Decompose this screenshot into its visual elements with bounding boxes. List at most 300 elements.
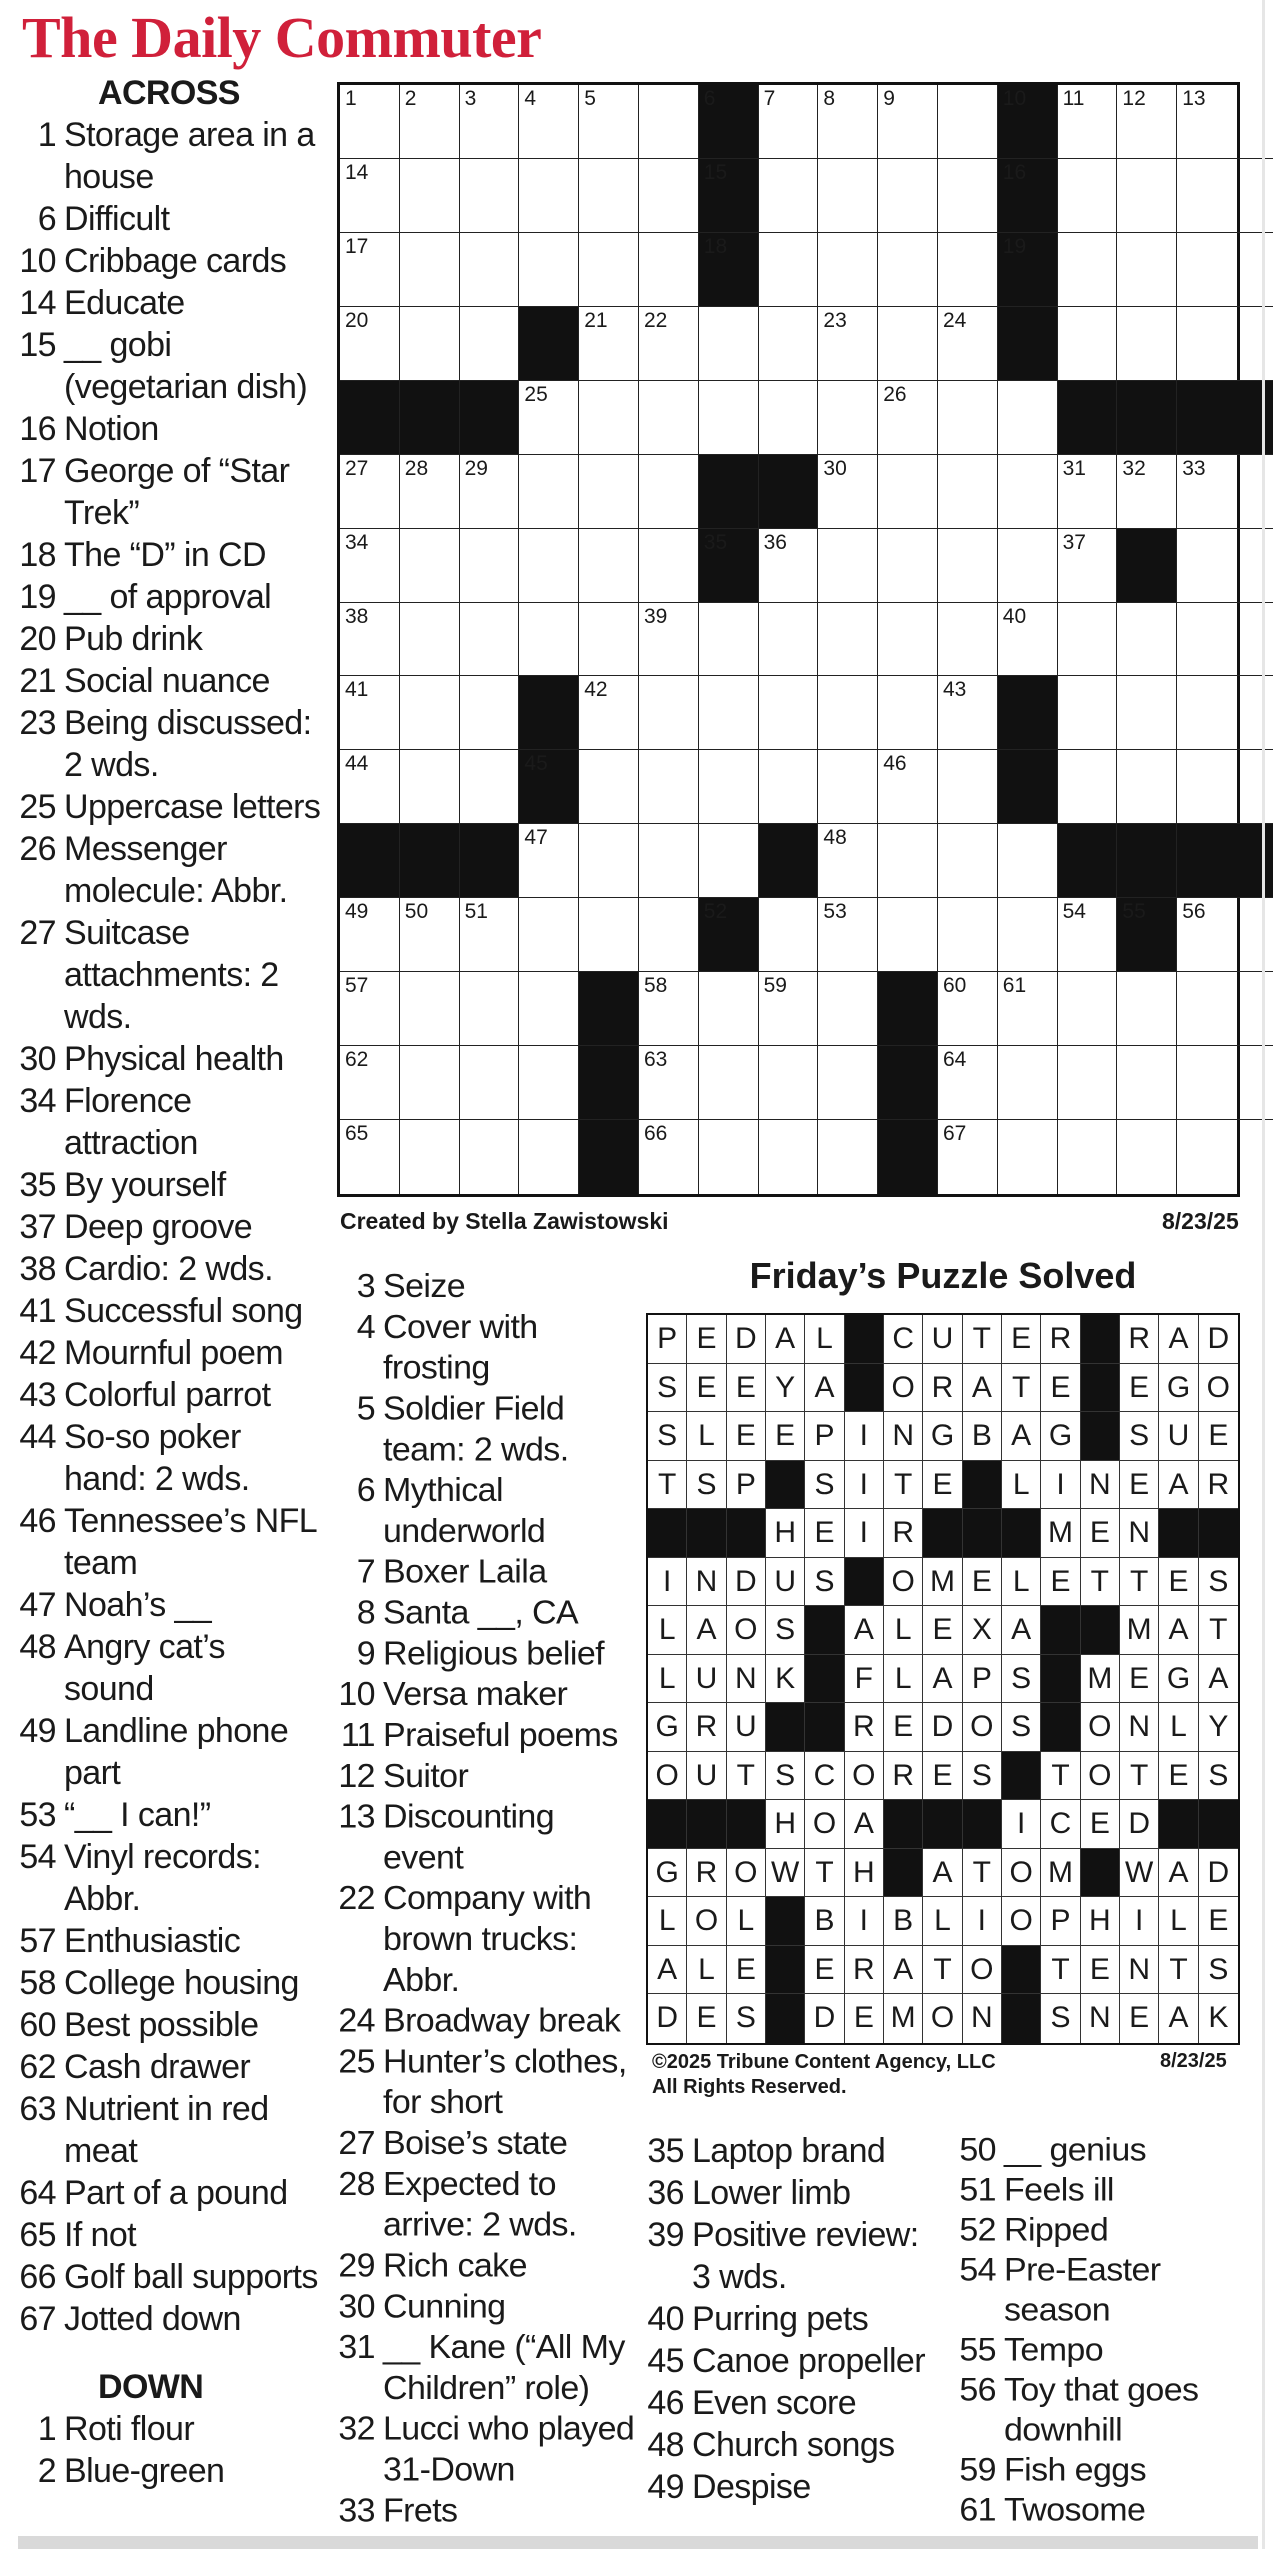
solution-block bbox=[1041, 1655, 1080, 1704]
grid-square[interactable] bbox=[519, 898, 579, 972]
grid-square[interactable] bbox=[818, 972, 878, 1046]
grid-square[interactable] bbox=[519, 381, 579, 455]
grid-square[interactable] bbox=[1177, 750, 1237, 824]
grid-square[interactable] bbox=[1058, 85, 1118, 159]
grid-square[interactable] bbox=[759, 1046, 819, 1120]
grid-square[interactable] bbox=[699, 750, 759, 824]
grid-square[interactable] bbox=[1177, 529, 1237, 603]
grid-square[interactable] bbox=[639, 1046, 699, 1120]
grid-square[interactable] bbox=[460, 603, 520, 677]
grid-square[interactable] bbox=[938, 603, 998, 677]
clue-text-line: downhill bbox=[1004, 2411, 1123, 2449]
grid-square[interactable] bbox=[519, 529, 579, 603]
grid-square[interactable] bbox=[938, 455, 998, 529]
grid-square[interactable] bbox=[579, 529, 639, 603]
grid-number: 60 bbox=[943, 974, 967, 998]
grid-square[interactable] bbox=[938, 972, 998, 1046]
grid-square[interactable] bbox=[759, 529, 819, 603]
solution-letter: A bbox=[923, 1655, 962, 1704]
clue-text-line: Notion bbox=[64, 410, 159, 448]
clue-item bbox=[18, 2172, 323, 2214]
grid-square[interactable] bbox=[460, 529, 520, 603]
clue-item bbox=[18, 1962, 323, 2004]
grid-square[interactable] bbox=[1058, 159, 1118, 233]
grid-square[interactable] bbox=[938, 1120, 998, 1194]
clue-text-line: Broadway break bbox=[383, 2002, 621, 2040]
grid-number: 9 bbox=[883, 87, 895, 110]
grid-square[interactable] bbox=[579, 85, 639, 159]
solution-letter: D bbox=[805, 1994, 844, 2043]
grid-square[interactable] bbox=[639, 529, 699, 603]
clue-text-line: Praiseful poems bbox=[383, 1716, 618, 1754]
grid-square[interactable] bbox=[1237, 972, 1273, 1046]
grid-square[interactable] bbox=[340, 1120, 400, 1194]
grid-square[interactable] bbox=[1058, 529, 1118, 603]
grid-square[interactable] bbox=[998, 381, 1058, 455]
clue-number: 36 bbox=[647, 2174, 684, 2212]
grid-square[interactable] bbox=[579, 750, 639, 824]
grid-square[interactable] bbox=[1237, 455, 1273, 529]
solution-letter: S bbox=[805, 1558, 844, 1607]
grid-square[interactable] bbox=[1117, 1046, 1177, 1120]
grid-square[interactable] bbox=[400, 676, 460, 750]
grid-square[interactable] bbox=[759, 750, 819, 824]
grid-square[interactable] bbox=[1177, 455, 1237, 529]
grid-square[interactable] bbox=[878, 824, 938, 898]
clue-number: 10 bbox=[19, 242, 56, 280]
grid-square[interactable] bbox=[1177, 676, 1237, 750]
grid-square[interactable] bbox=[998, 972, 1058, 1046]
grid-square[interactable] bbox=[878, 307, 938, 381]
grid-square[interactable] bbox=[639, 898, 699, 972]
clue-item bbox=[337, 2490, 637, 2531]
grid-square[interactable] bbox=[579, 381, 639, 455]
solution-block bbox=[1002, 1752, 1041, 1801]
solution-letter: E bbox=[923, 1461, 962, 1510]
clue-text-line: Tempo bbox=[1004, 2331, 1104, 2369]
grid-square[interactable] bbox=[579, 233, 639, 307]
grid-square[interactable] bbox=[1117, 455, 1177, 529]
grid-square[interactable] bbox=[340, 85, 400, 159]
grid-square[interactable] bbox=[400, 603, 460, 677]
grid-square[interactable] bbox=[579, 676, 639, 750]
grid-square[interactable] bbox=[1177, 898, 1237, 972]
grid-square[interactable] bbox=[938, 898, 998, 972]
solution-letter: N bbox=[727, 1655, 766, 1704]
grid-block bbox=[1117, 529, 1177, 603]
grid-block bbox=[998, 85, 1058, 159]
grid-square[interactable] bbox=[1058, 1046, 1118, 1120]
grid-square[interactable] bbox=[460, 455, 520, 529]
clue-text-line: Part of a pound bbox=[64, 2174, 288, 2212]
grid-square[interactable] bbox=[460, 233, 520, 307]
clue-item bbox=[337, 1878, 637, 2000]
grid-square[interactable] bbox=[460, 1120, 520, 1194]
grid-square[interactable] bbox=[1058, 898, 1118, 972]
solution-letter: M bbox=[1081, 1655, 1120, 1704]
solution-letter: E bbox=[1041, 1364, 1080, 1413]
grid-square[interactable] bbox=[340, 603, 400, 677]
solution-letter: A bbox=[845, 1800, 884, 1849]
grid-square[interactable] bbox=[998, 455, 1058, 529]
clue-text-line: 31-Down bbox=[383, 2451, 515, 2489]
clue-item bbox=[18, 1080, 323, 1164]
solution-letter: R bbox=[687, 1849, 726, 1898]
solution-letter: T bbox=[805, 1849, 844, 1898]
grid-square[interactable] bbox=[400, 307, 460, 381]
grid-square[interactable] bbox=[639, 1120, 699, 1194]
grid-square[interactable] bbox=[1058, 750, 1118, 824]
grid-square[interactable] bbox=[639, 455, 699, 529]
grid-square[interactable] bbox=[639, 307, 699, 381]
grid-square[interactable] bbox=[340, 307, 400, 381]
solution-block bbox=[1199, 1509, 1238, 1558]
grid-square[interactable] bbox=[938, 233, 998, 307]
grid-square[interactable] bbox=[759, 898, 819, 972]
grid-square[interactable] bbox=[400, 898, 460, 972]
grid-square[interactable] bbox=[340, 972, 400, 1046]
grid-number: 36 bbox=[763, 530, 787, 554]
grid-square[interactable] bbox=[818, 750, 878, 824]
grid-square[interactable] bbox=[340, 529, 400, 603]
clue-item bbox=[646, 2298, 946, 2340]
grid-square[interactable] bbox=[878, 455, 938, 529]
grid-square[interactable] bbox=[340, 455, 400, 529]
grid-square[interactable] bbox=[938, 85, 998, 159]
grid-square[interactable] bbox=[519, 1046, 579, 1120]
grid-square[interactable] bbox=[878, 750, 938, 824]
grid-square[interactable] bbox=[519, 85, 579, 159]
grid-square[interactable] bbox=[340, 676, 400, 750]
grid-square[interactable] bbox=[938, 750, 998, 824]
grid-square[interactable] bbox=[998, 898, 1058, 972]
grid-square[interactable] bbox=[1058, 1120, 1118, 1194]
grid-square[interactable] bbox=[1117, 676, 1177, 750]
grid-square[interactable] bbox=[400, 159, 460, 233]
grid-square[interactable] bbox=[1237, 529, 1273, 603]
grid-square[interactable] bbox=[579, 159, 639, 233]
clue-item bbox=[337, 2327, 637, 2409]
grid-square[interactable] bbox=[639, 676, 699, 750]
solution-letter: E bbox=[1120, 1994, 1159, 2043]
grid-square[interactable] bbox=[818, 1046, 878, 1120]
grid-square[interactable] bbox=[818, 159, 878, 233]
solution-block bbox=[687, 1800, 726, 1849]
grid-square[interactable] bbox=[639, 159, 699, 233]
grid-square[interactable] bbox=[1117, 603, 1177, 677]
grid-square[interactable] bbox=[579, 307, 639, 381]
grid-square[interactable] bbox=[1237, 898, 1273, 972]
grid-square[interactable] bbox=[818, 85, 878, 159]
solution-letter: M bbox=[923, 1558, 962, 1607]
grid-square[interactable] bbox=[579, 455, 639, 529]
clue-text-line: By yourself bbox=[64, 1166, 226, 1204]
grid-square[interactable] bbox=[1177, 1046, 1237, 1120]
grid-square[interactable] bbox=[998, 603, 1058, 677]
clue-text-line: Messenger bbox=[64, 830, 227, 868]
grid-square[interactable] bbox=[1177, 1120, 1237, 1194]
clue-text-line: team: 2 wds. bbox=[383, 1431, 569, 1469]
grid-square[interactable] bbox=[1237, 233, 1273, 307]
grid-square[interactable] bbox=[1237, 603, 1273, 677]
grid-square[interactable] bbox=[1117, 307, 1177, 381]
grid-block bbox=[519, 307, 579, 381]
clue-item bbox=[18, 1416, 323, 1500]
grid-square[interactable] bbox=[818, 824, 878, 898]
grid-square[interactable] bbox=[938, 676, 998, 750]
grid-square[interactable] bbox=[400, 85, 460, 159]
clue-number: 33 bbox=[338, 2492, 375, 2530]
grid-number: 67 bbox=[943, 1122, 967, 1146]
grid-square[interactable] bbox=[699, 1046, 759, 1120]
solution-letter: C bbox=[884, 1315, 923, 1364]
grid-square[interactable] bbox=[1177, 603, 1237, 677]
grid-number: 16 bbox=[1002, 160, 1027, 184]
grid-square[interactable] bbox=[1117, 85, 1177, 159]
grid-square[interactable] bbox=[519, 1120, 579, 1194]
grid-square[interactable] bbox=[639, 233, 699, 307]
grid-square[interactable] bbox=[998, 1046, 1058, 1120]
grid-square[interactable] bbox=[1177, 233, 1237, 307]
grid-square[interactable] bbox=[759, 603, 819, 677]
grid-square[interactable] bbox=[878, 159, 938, 233]
grid-square[interactable] bbox=[460, 1046, 520, 1120]
grid-number: 21 bbox=[584, 308, 608, 332]
solution-letter: N bbox=[1120, 1946, 1159, 1995]
grid-square[interactable] bbox=[878, 381, 938, 455]
grid-square[interactable] bbox=[400, 750, 460, 824]
grid-square[interactable] bbox=[1117, 750, 1177, 824]
grid-square[interactable] bbox=[579, 898, 639, 972]
grid-square[interactable] bbox=[759, 1120, 819, 1194]
grid-square[interactable] bbox=[818, 603, 878, 677]
clue-number: 62 bbox=[19, 2048, 56, 2086]
grid-square[interactable] bbox=[460, 750, 520, 824]
clue-number: 1 bbox=[37, 116, 56, 154]
grid-square[interactable] bbox=[400, 233, 460, 307]
grid-square[interactable] bbox=[699, 307, 759, 381]
grid-square[interactable] bbox=[998, 824, 1058, 898]
grid-square[interactable] bbox=[460, 307, 520, 381]
grid-block bbox=[759, 824, 819, 898]
grid-square[interactable] bbox=[759, 381, 819, 455]
grid-square[interactable] bbox=[460, 898, 520, 972]
grid-square[interactable] bbox=[519, 972, 579, 1046]
grid-square[interactable] bbox=[460, 676, 520, 750]
grid-square[interactable] bbox=[519, 603, 579, 677]
clue-number: 22 bbox=[338, 1880, 375, 1917]
grid-square[interactable] bbox=[818, 455, 878, 529]
grid-square[interactable] bbox=[998, 1120, 1058, 1194]
grid-square[interactable] bbox=[1177, 307, 1237, 381]
clue-number: 64 bbox=[19, 2174, 56, 2212]
grid-square[interactable] bbox=[400, 455, 460, 529]
grid-square[interactable] bbox=[818, 529, 878, 603]
grid-square[interactable] bbox=[1117, 159, 1177, 233]
grid-square[interactable] bbox=[759, 159, 819, 233]
grid-square[interactable] bbox=[938, 529, 998, 603]
grid-square[interactable] bbox=[938, 159, 998, 233]
clue-item bbox=[18, 2004, 323, 2046]
grid-square[interactable] bbox=[1117, 972, 1177, 1046]
grid-square[interactable] bbox=[938, 1046, 998, 1120]
grid-square[interactable] bbox=[519, 824, 579, 898]
clue-number: 15 bbox=[19, 326, 56, 364]
grid-square[interactable] bbox=[340, 1046, 400, 1120]
solution-letter: O bbox=[1002, 1849, 1041, 1898]
grid-block bbox=[699, 233, 759, 307]
grid-square[interactable] bbox=[938, 381, 998, 455]
grid-square[interactable] bbox=[639, 972, 699, 1046]
clue-text-line: Angry cat’s bbox=[64, 1628, 225, 1666]
solution-letter: S bbox=[1002, 1703, 1041, 1752]
grid-square[interactable] bbox=[1058, 603, 1118, 677]
grid-square[interactable] bbox=[400, 529, 460, 603]
clue-text-line: __ gobi bbox=[64, 326, 172, 364]
clue-text-line: College housing bbox=[64, 1964, 299, 2002]
grid-square[interactable] bbox=[818, 676, 878, 750]
grid-square[interactable] bbox=[998, 529, 1058, 603]
grid-square[interactable] bbox=[639, 603, 699, 677]
grid-number: 27 bbox=[345, 456, 369, 480]
grid-square[interactable] bbox=[699, 676, 759, 750]
grid-block bbox=[340, 824, 400, 898]
grid-square[interactable] bbox=[1237, 159, 1273, 233]
clue-number: 48 bbox=[647, 2426, 684, 2464]
clue-item bbox=[18, 534, 323, 576]
grid-square[interactable] bbox=[818, 233, 878, 307]
grid-number: 34 bbox=[345, 530, 369, 554]
solution-letter: T bbox=[1199, 1606, 1238, 1655]
grid-square[interactable] bbox=[340, 750, 400, 824]
grid-square[interactable] bbox=[639, 750, 699, 824]
clue-number: 20 bbox=[19, 620, 56, 658]
grid-square[interactable] bbox=[460, 972, 520, 1046]
grid-square[interactable] bbox=[878, 676, 938, 750]
clue-column-1 bbox=[18, 72, 323, 2492]
clue-text-line: Mournful poem bbox=[64, 1334, 283, 1372]
solution-letter: A bbox=[1159, 1849, 1198, 1898]
solution-letter: S bbox=[766, 1606, 805, 1655]
clue-text-line: frosting bbox=[383, 1349, 490, 1387]
grid-square[interactable] bbox=[759, 307, 819, 381]
clue-item bbox=[18, 1584, 323, 1626]
clue-item bbox=[958, 2250, 1258, 2330]
grid-square[interactable] bbox=[1237, 1120, 1273, 1194]
solution-letter: P bbox=[648, 1315, 687, 1364]
clue-text-line: George of “Star bbox=[64, 452, 290, 490]
grid-square[interactable] bbox=[818, 381, 878, 455]
grid-square[interactable] bbox=[699, 1120, 759, 1194]
grid-square[interactable] bbox=[1058, 233, 1118, 307]
solution-letter: P bbox=[805, 1412, 844, 1461]
clue-item bbox=[337, 1470, 637, 1552]
grid-square[interactable] bbox=[759, 676, 819, 750]
grid-square[interactable] bbox=[818, 307, 878, 381]
grid-square[interactable] bbox=[519, 233, 579, 307]
grid-square[interactable] bbox=[699, 824, 759, 898]
grid-square[interactable] bbox=[759, 233, 819, 307]
grid-square[interactable] bbox=[340, 159, 400, 233]
grid-square[interactable] bbox=[1117, 1120, 1177, 1194]
grid-square[interactable] bbox=[400, 972, 460, 1046]
grid-square[interactable] bbox=[878, 85, 938, 159]
grid-number: 61 bbox=[1002, 974, 1027, 998]
clue-text-line: Vinyl records: bbox=[64, 1838, 261, 1876]
solution-letter: H bbox=[766, 1800, 805, 1849]
solution-letter: L bbox=[1159, 1897, 1198, 1946]
grid-square[interactable] bbox=[878, 603, 938, 677]
grid-square[interactable] bbox=[1117, 233, 1177, 307]
grid-square[interactable] bbox=[579, 824, 639, 898]
solution-letter: R bbox=[884, 1752, 923, 1801]
grid-square[interactable] bbox=[878, 898, 938, 972]
grid-block bbox=[699, 529, 759, 603]
grid-number: 1 bbox=[345, 87, 357, 110]
grid-square[interactable] bbox=[938, 824, 998, 898]
grid-square[interactable] bbox=[1058, 972, 1118, 1046]
solution-letter: T bbox=[923, 1946, 962, 1995]
grid-square[interactable] bbox=[1058, 455, 1118, 529]
grid-square[interactable] bbox=[519, 455, 579, 529]
grid-square[interactable] bbox=[878, 233, 938, 307]
solution-block bbox=[687, 1509, 726, 1558]
grid-square[interactable] bbox=[1237, 676, 1273, 750]
grid-square[interactable] bbox=[818, 1120, 878, 1194]
grid-square[interactable] bbox=[400, 1046, 460, 1120]
grid-number: 2 bbox=[404, 87, 417, 110]
grid-square[interactable] bbox=[519, 159, 579, 233]
solution-letter: N bbox=[884, 1412, 923, 1461]
grid-square[interactable] bbox=[1177, 972, 1237, 1046]
grid-square[interactable] bbox=[1058, 676, 1118, 750]
grid-square[interactable] bbox=[639, 824, 699, 898]
grid-square[interactable] bbox=[1177, 159, 1237, 233]
solution-block bbox=[1081, 1849, 1120, 1898]
grid-square[interactable] bbox=[1177, 85, 1237, 159]
solution-letter: L bbox=[1002, 1461, 1041, 1510]
grid-square[interactable] bbox=[1058, 307, 1118, 381]
clue-number: 6 bbox=[356, 1471, 375, 1509]
solution-letter: M bbox=[1041, 1509, 1080, 1558]
solution-letter: E bbox=[766, 1412, 805, 1461]
grid-square[interactable] bbox=[340, 233, 400, 307]
clue-text-line: sound bbox=[64, 1670, 154, 1708]
grid-square[interactable] bbox=[1237, 750, 1273, 824]
grid-square[interactable] bbox=[460, 85, 520, 159]
grid-square[interactable] bbox=[699, 381, 759, 455]
grid-square[interactable] bbox=[340, 898, 400, 972]
grid-square[interactable] bbox=[938, 307, 998, 381]
grid-block bbox=[699, 159, 759, 233]
grid-square[interactable] bbox=[759, 972, 819, 1046]
grid-square[interactable] bbox=[400, 1120, 460, 1194]
grid-square[interactable] bbox=[818, 898, 878, 972]
grid-square[interactable] bbox=[699, 603, 759, 677]
grid-square[interactable] bbox=[1237, 307, 1273, 381]
grid-square[interactable] bbox=[1237, 85, 1273, 159]
grid-square[interactable] bbox=[699, 972, 759, 1046]
grid-square[interactable] bbox=[460, 159, 520, 233]
grid-square[interactable] bbox=[1237, 1046, 1273, 1120]
grid-square[interactable] bbox=[639, 381, 699, 455]
clue-item bbox=[18, 702, 323, 786]
clue-text-line: Suitor bbox=[383, 1757, 469, 1795]
grid-square[interactable] bbox=[759, 85, 819, 159]
grid-square[interactable] bbox=[579, 603, 639, 677]
grid-square[interactable] bbox=[878, 529, 938, 603]
grid-square[interactable] bbox=[639, 85, 699, 159]
